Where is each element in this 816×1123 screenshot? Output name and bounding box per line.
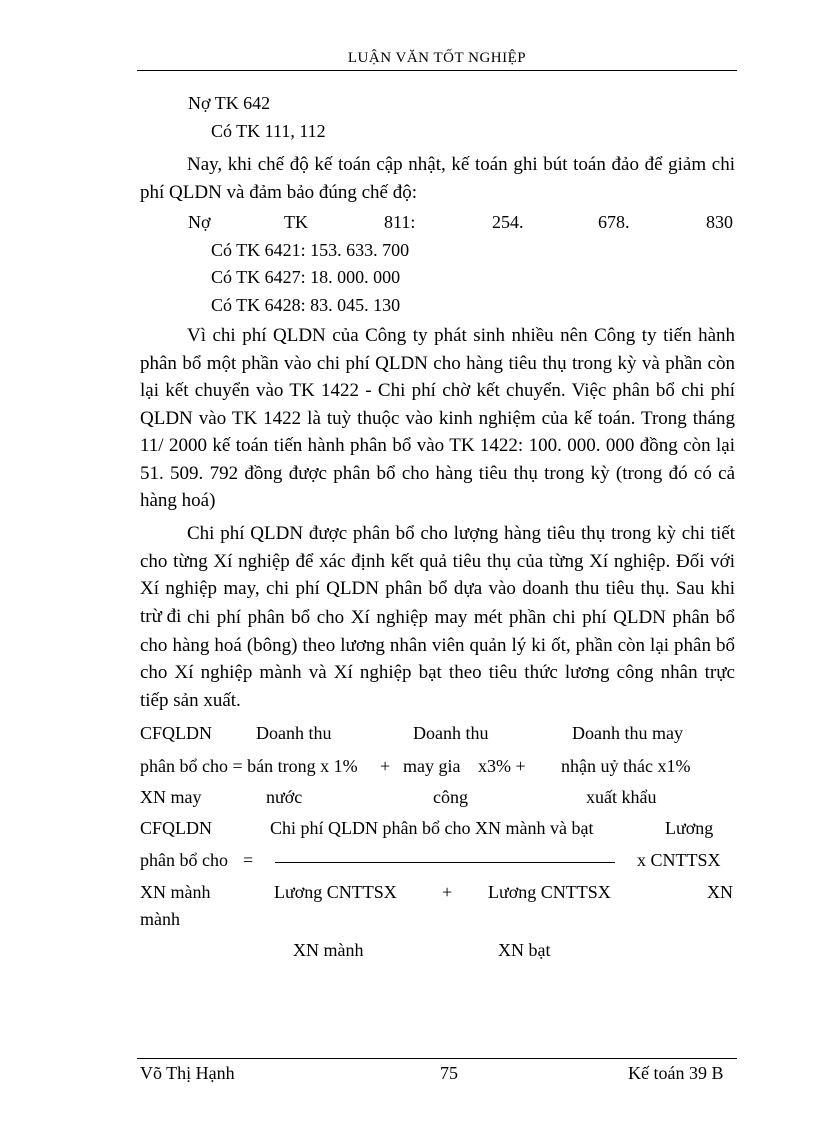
entry-no-811-amount-3: 830	[706, 212, 733, 232]
formula2-fraction-bar	[275, 862, 615, 863]
paragraph-enterprise-allocation: Chi phí QLDN được phân bổ cho lượng hàng tiêu thụ trong kỳ chi tiết cho từng Xí nghiệp để xác định kết quả tiêu thụ của từng Xí nghiệp. Đối với Xí nghiệp may, chi phí QLDN phân bổ dựa vào doanh thu tiêu thụ. Sau khi trừ đi	[140, 523, 735, 627]
formula1-nhan-uy-thac: nhận uỷ thác x1%	[561, 756, 691, 776]
formula2-manh: mành	[140, 909, 180, 929]
formula1-x3: x3% +	[478, 756, 526, 776]
footer-author: Võ Thị Hạnh	[140, 1063, 235, 1083]
entry-co-6421: Có TK 6421: 153. 633. 700	[211, 240, 410, 260]
header-rule	[137, 70, 737, 71]
formula2-xn-manh: XN mành	[140, 882, 211, 902]
formula2-denom-xn-bat: XN bạt	[498, 940, 551, 960]
entry-co-6428: Có TK 6428: 83. 045. 130	[211, 295, 401, 315]
formula1-xn-may: XN may	[140, 787, 202, 807]
formula1-doanh-thu-2: Doanh thu	[413, 723, 489, 743]
formula2-plus: +	[442, 882, 453, 902]
footer-page-number: 75	[440, 1063, 458, 1083]
paragraph-reversal: Nay, khi chế độ kế toán cập nhật, kế toán ghi bút toán đảo để giảm chi phí QLDN và đảm bảo đúng chế độ:	[140, 154, 735, 203]
entry-no-811-tk: TK	[284, 212, 308, 232]
formula2-xn: XN	[707, 882, 733, 902]
entry-no-811-label: Nợ	[188, 212, 211, 232]
formula1-cfqldn: CFQLDN	[140, 723, 213, 743]
formula2-luong-cnttsx-1: Lương CNTTSX	[274, 882, 397, 902]
entry-no-811-amount-2: 678.	[598, 212, 630, 232]
footer-rule	[137, 1058, 737, 1059]
formula2-equals: =	[243, 850, 254, 870]
paragraph-remaining-allocation: chi phí phân bổ cho Xí nghiệp may mét phần chi phí QLDN phân bổ cho hàng hoá (bông) theo lương nhân viên quản lý ki ốt, phần còn lại phân bổ cho Xí nghiệp mành và Xí nghiệp bạt theo tiêu thức lương công nhân trực tiếp sản xuất.	[140, 607, 735, 711]
formula2-x-cnttsx: x CNTTSX	[637, 850, 721, 870]
formula2-denom-xn-manh: XN mành	[293, 940, 364, 960]
formula1-doanh-thu-1: Doanh thu	[256, 723, 332, 743]
footer-class: Kế toán 39 B	[628, 1063, 724, 1083]
entry-no-811-amount-1: 254.	[492, 212, 524, 232]
formula2-luong: Lương	[665, 818, 714, 838]
formula1-doanh-thu-may: Doanh thu may	[572, 723, 683, 743]
formula2-phan-bo-cho: phân bổ cho	[140, 850, 228, 870]
formula1-plus: +	[380, 756, 391, 776]
formula1-may-gia: may gia	[403, 756, 461, 776]
formula1-cong: công	[433, 787, 468, 807]
entry-co-6427: Có TK 6427: 18. 000. 000	[211, 267, 401, 287]
formula1-nuoc: nước	[266, 787, 303, 807]
entry-co-111-112: Có TK 111, 112	[211, 121, 326, 141]
entry-no-642: Nợ TK 642	[188, 93, 271, 113]
formula1-phan-bo-cho: phân bổ cho = bán trong x 1%	[140, 756, 358, 776]
entry-no-811-account: 811:	[384, 212, 416, 232]
page-header-title: LUẬN VĂN TỐT NGHIỆP	[347, 50, 527, 66]
formula2-numerator: Chi phí QLDN phân bổ cho XN mành và bạt	[270, 818, 594, 838]
formula1-xuat-khau: xuất khẩu	[586, 787, 657, 807]
formula2-cfqldn: CFQLDN	[140, 818, 213, 838]
paragraph-allocation: Vì chi phí QLDN của Công ty phát sinh nhiều nên Công ty tiến hành phân bổ một phần vào chi phí QLDN cho hàng tiêu thụ trong kỳ và phần còn lại kết chuyển vào TK 1422 - Chi phí chờ kết chuyển. Việc phân bổ chi phí QLDN vào TK 1422 là tuỳ thuộc vào kinh nghiệm của kế toán. Trong tháng 11/ 2000 kế toán tiến hành phân bổ vào TK 1422: 100. 000. 000 đồng còn lại 51. 509. 792 đồng được phân bổ cho hàng tiêu thụ trong kỳ (trong đó có cả hàng hoá)	[140, 325, 735, 511]
formula2-luong-cnttsx-2: Lương CNTTSX	[488, 882, 611, 902]
